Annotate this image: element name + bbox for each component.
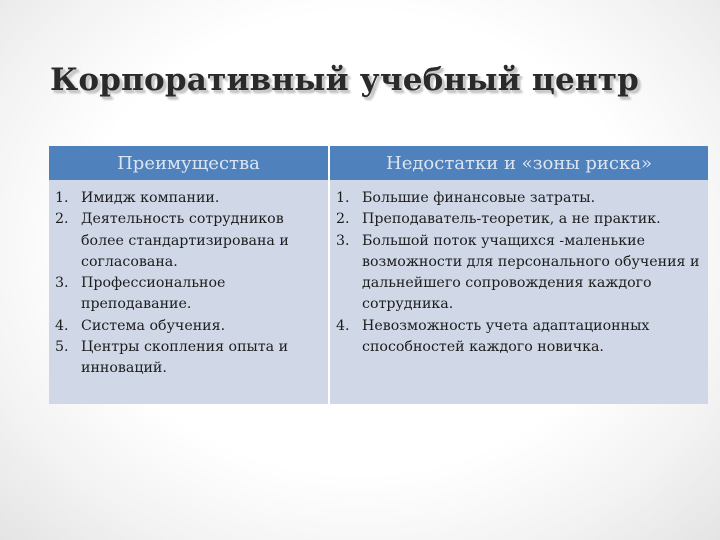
item-text: Большие финансовые затраты. bbox=[362, 190, 596, 206]
disadvantages-cell bbox=[330, 180, 708, 404]
list-item bbox=[336, 316, 704, 359]
item-number: 4. bbox=[336, 317, 350, 334]
comparison-table bbox=[49, 146, 708, 404]
item-text: Центры скопления опыта и инноваций. bbox=[81, 339, 289, 377]
list-item bbox=[55, 316, 324, 337]
list-item bbox=[55, 273, 324, 316]
item-number: 4. bbox=[55, 317, 69, 334]
list-item bbox=[55, 337, 324, 380]
list-item bbox=[336, 188, 704, 209]
item-text: Невозможность учета адаптационных способностей каждого новичка. bbox=[362, 317, 650, 356]
item-text: Имидж компании. bbox=[81, 190, 220, 206]
list-item bbox=[55, 209, 324, 273]
disadvantages-list bbox=[336, 188, 704, 358]
header-advantages: Преимущества bbox=[49, 146, 330, 180]
item-text: Система обучения. bbox=[81, 317, 226, 334]
item-number: 3. bbox=[336, 232, 350, 249]
list-item bbox=[336, 209, 704, 230]
item-number: 5. bbox=[55, 339, 69, 356]
item-text: Профессиональное преподавание. bbox=[81, 275, 226, 313]
item-number: 1. bbox=[336, 190, 350, 206]
item-number: 2. bbox=[336, 211, 350, 228]
slide-title: Корпоративный учебный центр bbox=[50, 62, 640, 98]
item-number: 2. bbox=[55, 211, 69, 228]
item-number: 1. bbox=[55, 190, 69, 206]
item-text: Преподаватель-теоретик, а не практик. bbox=[362, 211, 661, 228]
list-item bbox=[336, 231, 704, 316]
list-item bbox=[55, 188, 324, 209]
item-text: Деятельность сотрудников более стандартизирована и согласована. bbox=[81, 211, 289, 270]
header-disadvantages: Недостатки и «зоны риска» bbox=[330, 146, 708, 180]
advantages-cell bbox=[49, 180, 330, 404]
item-text: Большой поток учащихся -маленькие возможности для персонального обучения и дальнейшего сопровождения каждого сотрудника. bbox=[362, 232, 700, 313]
advantages-list bbox=[55, 188, 324, 380]
item-number: 3. bbox=[55, 275, 69, 292]
